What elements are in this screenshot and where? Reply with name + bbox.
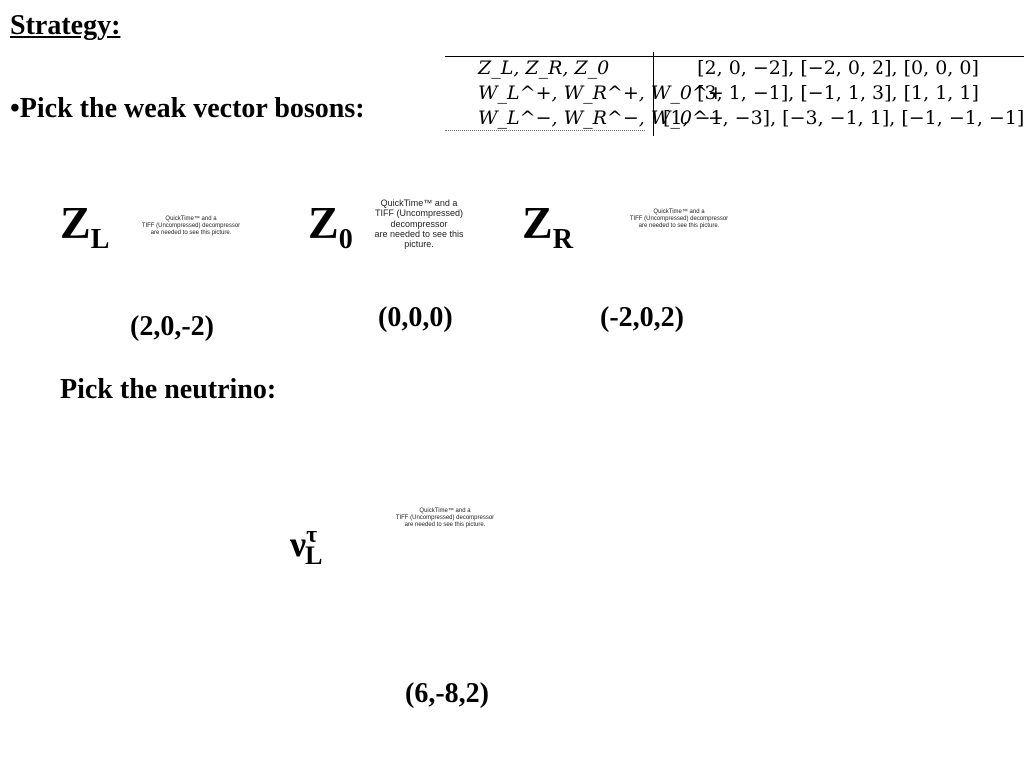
pick-neutrino-text: Pick the neutrino: xyxy=(60,374,277,405)
slide-title: Strategy: xyxy=(10,10,121,41)
table-row-label: W_L^+, W_R^+, W_0^+ xyxy=(478,82,724,104)
placeholder-line: TIFF (Uncompressed) decompressor xyxy=(629,215,729,222)
placeholder-line: TIFF (Uncompressed) decompressor xyxy=(374,208,463,229)
placeholder-line: are needed to see this picture. xyxy=(374,229,464,250)
boson-z-right xyxy=(522,196,573,256)
neutrino-symbol xyxy=(290,522,323,571)
table-cropped-edge xyxy=(445,130,645,137)
table-row-weights: [2, 0, −2], [−2, 0, 2], [0, 0, 0] xyxy=(697,57,979,79)
placeholder-line: are needed to see this picture. xyxy=(150,229,232,236)
quicktime-placeholder xyxy=(388,508,502,529)
placeholder-line: TIFF (Uncompressed) decompressor xyxy=(141,222,241,229)
neutrino-subscript: L xyxy=(305,541,323,570)
table-row-label: Z_L, Z_R, Z_0 xyxy=(478,57,610,79)
neutrino-superscript: τ xyxy=(306,522,318,548)
boson-coordinate: (0,0,0) xyxy=(378,302,453,333)
neutrino-letter: ν xyxy=(290,524,307,564)
neutrino-coordinate: (6,-8,2) xyxy=(405,678,489,709)
placeholder-line: are needed to see this picture. xyxy=(638,222,720,229)
boson-subscript: L xyxy=(90,224,110,255)
boson-symbol: Z xyxy=(522,197,553,248)
quicktime-placeholder xyxy=(612,209,746,230)
quicktime-placeholder xyxy=(125,216,257,237)
placeholder-line: QuickTime™ and a xyxy=(165,216,217,222)
table-row-weights: [1, −1, −3], [−3, −1, 1], [−1, −1, −1] xyxy=(663,107,1024,129)
placeholder-line: TIFF (Uncompressed) decompressor xyxy=(395,514,495,521)
placeholder-line: are needed to see this picture. xyxy=(404,521,486,528)
boson-symbol: Z xyxy=(308,197,339,248)
boson-coordinate: (-2,0,2) xyxy=(600,302,684,333)
table-row xyxy=(445,82,1024,108)
boson-subscript: R xyxy=(552,224,573,255)
boson-z-zero xyxy=(308,196,353,256)
table-row-weights: [3, 1, −1], [−1, 1, 3], [1, 1, 1] xyxy=(697,82,979,104)
boson-coordinate: (2,0,-2) xyxy=(130,311,214,342)
boson-z-left xyxy=(60,196,109,256)
boson-subscript: 0 xyxy=(338,224,353,255)
table-row-label: W_L^−, W_R^−, W_0^− xyxy=(478,107,724,129)
placeholder-line: QuickTime™ and a xyxy=(380,198,458,208)
placeholder-line: QuickTime™ and a xyxy=(653,209,705,215)
weights-table-image xyxy=(445,52,1024,136)
placeholder-line: QuickTime™ and a xyxy=(419,508,471,514)
bullet-text: •Pick the weak vector bosons: xyxy=(10,93,365,124)
table-row xyxy=(445,57,1024,83)
boson-symbol: Z xyxy=(60,197,91,248)
quicktime-placeholder xyxy=(364,198,474,250)
